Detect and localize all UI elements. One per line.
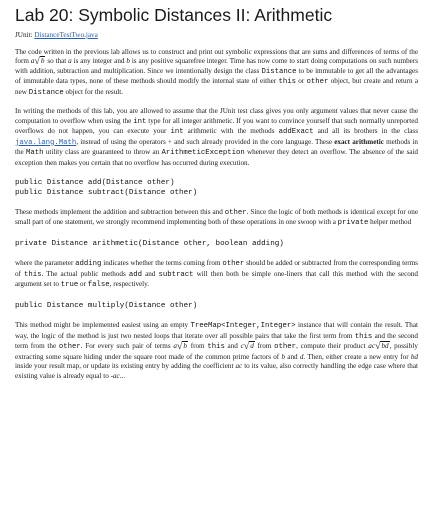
math-var: bd (410, 352, 418, 361)
math-var: d (250, 342, 254, 351)
text: instance that will contain the result. That way, the logic of the method is just two nested loops that iterate over all possible pairs that take the first term from (15, 321, 418, 340)
text: . Then, either create a new entry for (303, 352, 409, 361)
code-inline: int (170, 128, 184, 137)
code-inline: Math (26, 149, 44, 158)
text: where the parameter (15, 259, 74, 268)
code-inline: Distance (28, 88, 64, 97)
text: and the second term from the (15, 331, 419, 351)
text: This method might be implemented easiest using an empty (15, 321, 189, 330)
text: is any integer and (73, 57, 125, 66)
text: and (287, 352, 298, 361)
text: from (190, 342, 205, 351)
math-var: a (68, 57, 72, 66)
math-var: bd (381, 342, 389, 351)
code-inline: other (58, 343, 81, 352)
lab-document (15, 4, 418, 381)
code-inline: subtract (158, 270, 194, 279)
sqrt-symbol: √b (34, 56, 45, 68)
text: . Since the logic of both methods is identical except for one small part of one statement, we strongly recommend implementing both of these operations in one swoop with a (15, 207, 418, 227)
text: , compute their product (296, 342, 366, 351)
code-inline: Distance (261, 67, 297, 76)
code-inline: private (337, 219, 369, 228)
paragraph-multiply (15, 321, 418, 381)
code-inline: this (278, 78, 297, 87)
bold-text: exact arithmetic (334, 137, 384, 146)
math-var: b (183, 342, 187, 351)
text: or (298, 77, 305, 86)
sqrt-symbol: √bd (374, 341, 389, 353)
text: . For every such pair of terms (80, 342, 171, 351)
math-var: b (126, 57, 130, 66)
paragraph-helper (15, 208, 418, 229)
code-inline: this (207, 343, 225, 352)
text: and (227, 342, 238, 351)
text: helper method (370, 218, 412, 227)
paragraph-intro (15, 48, 418, 98)
text: , respectively. (109, 280, 150, 289)
junit-label: JUnit: (15, 31, 33, 39)
code-inline: other (306, 78, 329, 87)
text: indicates whether the terms coming from (103, 259, 221, 268)
code-inline: false (87, 281, 110, 290)
text: inside your result map, or update its existing entry by adding the coefficient (15, 362, 234, 371)
math-var: ac (235, 362, 243, 371)
text: These methods implement the addition and subtraction between this and (15, 207, 223, 216)
paragraph-adding (15, 259, 418, 290)
text: is any positive squarefree integer. Time has now come to start doing computations on such numbers with addition, subtraction and multiplication. Since we intentionally design the class (15, 57, 418, 75)
text: and (145, 269, 156, 278)
math-var: d (299, 352, 304, 361)
java-lang-math-link[interactable]: java.lang.Math (15, 138, 77, 147)
math-var: -ac (110, 371, 120, 380)
text: will then both be simple one-liners that call this method with the second argument set to (15, 269, 418, 289)
sqrt-symbol: √d (243, 341, 254, 353)
math-var: ac (368, 342, 375, 351)
math-var: c (240, 342, 244, 351)
text: or (80, 280, 86, 289)
text: and all its brothers in the class (317, 127, 418, 136)
math-var: a (173, 342, 177, 351)
text: should be added or subtracted from the corresponding terms of (15, 259, 418, 278)
code-inline: true (60, 281, 79, 290)
code-block-arithmetic: private Distance arithmetic(Distance other, boolean adding) (15, 239, 284, 248)
code-inline: addExact (278, 128, 314, 137)
text: . The actual public methods (41, 269, 126, 278)
code-inline: this (24, 270, 42, 279)
text: type for all integer arithmetic. If you want to convince yourself that such normally unreported overflows do not happen, you can execute your (15, 116, 418, 136)
code-block-add-subtract (15, 178, 418, 199)
code-block-multiply: public Distance multiply(Distance other) (15, 301, 198, 310)
text: so that (47, 57, 67, 66)
page-title: Lab 20: Symbolic Distances II: Arithmetic (15, 5, 333, 25)
junit-test-link[interactable]: DistanceTestTwo.java (34, 31, 98, 39)
text: arithmetic with the methods (187, 127, 275, 136)
junit-line (15, 30, 418, 40)
code-inline: other (222, 260, 245, 269)
text: from (257, 342, 272, 351)
text: ... (119, 371, 126, 380)
code-inline: this (354, 332, 373, 341)
code-inline: TreeMap<Integer,Integer> (190, 322, 296, 331)
code-inline: adding (75, 260, 102, 269)
math-var: a (30, 57, 35, 66)
code-inline: other (224, 208, 247, 217)
text: utility class are guaranteed to throw an (45, 148, 160, 157)
code-line: public Distance add(Distance other) (15, 178, 175, 187)
code-inline: other (274, 343, 297, 352)
text: , possibly extracting some square hiding under the square root made of the common prime factors of (15, 342, 418, 361)
text: object, but create and return a new (15, 77, 418, 96)
code-inline: int (133, 117, 147, 126)
text: whenever they detect an overflow. The absence of the said exception then makes you certain that no overflow has occurred during execution. (15, 148, 418, 167)
math-var: b (40, 57, 45, 66)
text: to be immutable to get all the advantages of immutable data types, none of these methods should modify the internal state of either (15, 66, 418, 86)
math-var: b (281, 352, 286, 361)
text: , instead of using the operators + and such already provided in the core language. These (76, 137, 333, 146)
code-line: public Distance subtract(Distance other) (15, 189, 198, 198)
text: methods in the (15, 137, 418, 157)
text: The code written in the previous lab allows us to construct and print out symbolic expressions that are sums and differences of terms of the form (15, 48, 418, 66)
paragraph-overflow (15, 107, 418, 168)
text: In writing the methods of this lab, you are allowed to assume that the JUnit test class gives you only argument values that never cause the computation to overflow when using the (15, 107, 418, 125)
code-inline: add (128, 270, 142, 279)
text: object for the result. (65, 87, 124, 96)
sqrt-symbol: √b (176, 341, 187, 353)
code-inline: ArithmeticException (161, 149, 245, 158)
text: to its value, also correctly handling the edge case where that existing value is already equal to (15, 362, 418, 380)
